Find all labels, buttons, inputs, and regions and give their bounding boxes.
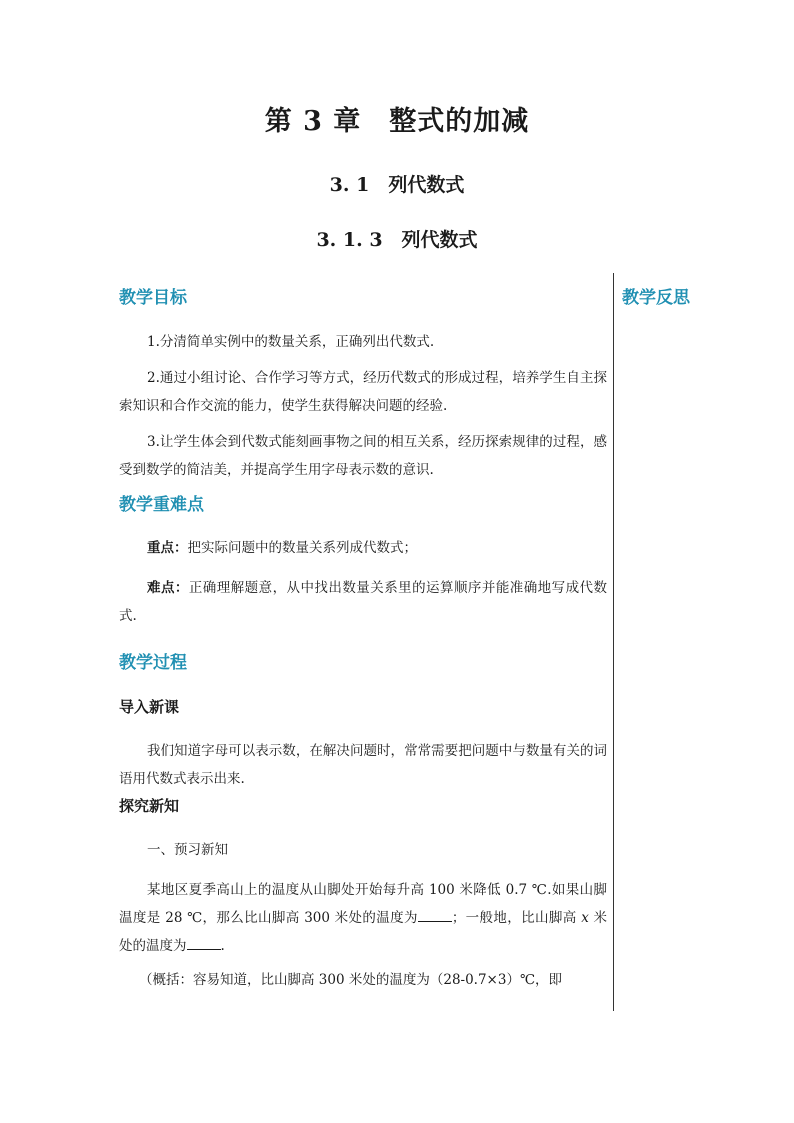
problem-part3: 米处的温度为 [119,910,608,954]
difficulty-paragraph [119,574,607,630]
process-heading: 教学过程 [119,653,187,673]
problem-part1: 某地区夏季高山上的温度从山脚处开始每升高 100 米降低 0.7 ℃.如果山脚温度是 28 ℃，那么比山脚高 300 米处的温度为 [119,882,607,926]
column-divider [613,273,614,1011]
variable-x: x [581,910,589,926]
subsection-title: 3. 1. 3 列代数式 [316,229,478,251]
problem-part2: ；一般地，比山脚高 [451,910,577,926]
intro-heading: 导入新课 [119,698,180,716]
difficulty-text: 正确理解题意，从中找出数量关系里的运算顺序并能准确地写成代数式. [119,580,607,624]
answer-blank [418,907,452,922]
chapter-title: 第 3 章 整式的加减 [264,106,530,137]
keypoints-block [119,534,607,630]
summary-text: （概括：容易知道，比山脚高 300 米处的温度为（28-0.7×3）℃，即 [139,972,563,988]
preview-block [119,836,607,864]
intro-block [119,737,607,793]
focus-text: 把实际问题中的数量关系列成代数式； [187,540,417,556]
problem-block [119,876,607,994]
focus-label: 重点： [147,540,188,556]
problem-text [119,876,607,960]
goals-heading: 教学目标 [119,288,187,308]
section-title: 3. 1 列代数式 [329,174,465,196]
intro-text: 我们知道字母可以表示数，在解决问题时，常常需要把问题中与数量有关的词语用代数式表示出来. [119,743,607,787]
reflection-heading: 教学反思 [622,288,690,308]
keypoints-heading: 教学重难点 [119,495,204,515]
focus-paragraph [119,534,607,562]
goal-item: 3.让学生体会到代数式能刻画事物之间的相互关系，经历探索规律的过程，感受到数学的简洁美，并提高学生用字母表示数的意识. [119,434,607,478]
goals-list [119,328,607,484]
problem-end: . [220,938,225,954]
answer-blank [187,935,221,950]
goal-item: 1.分清简单实例中的数量关系，正确列出代数式. [147,334,435,350]
preview-heading: 一、预习新知 [147,842,228,858]
difficulty-label: 难点： [147,580,189,596]
goal-item: 2.通过小组讨论、合作学习等方式，经历代数式的形成过程，培养学生自主探索知识和合作交流的能力，使学生获得解决问题的经验. [119,370,607,414]
explore-heading: 探究新知 [119,797,180,815]
